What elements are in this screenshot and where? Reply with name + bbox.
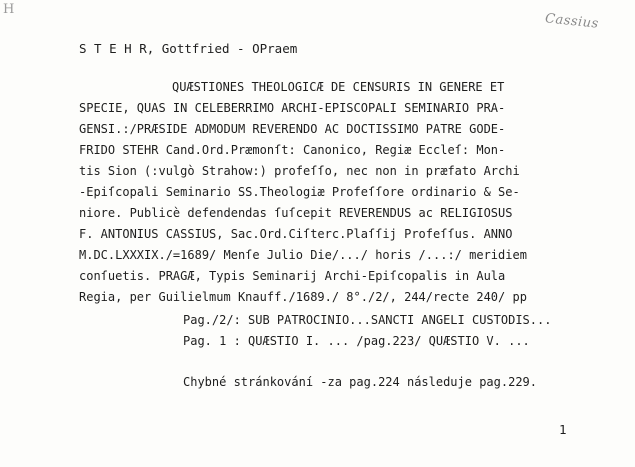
title-line-11: Regia, per Guilielmum Knauff./1689./ 8°./2/, 244/recte 240/ pp — [79, 290, 527, 304]
corner-mark: H — [3, 2, 15, 17]
title-line-6: -Epiſcopali Seminario SS.Theologiæ Profeſſore ordinario & Se- — [79, 185, 520, 199]
title-line-8: F. ANTONIUS CASSIUS, Sac.Ord.Ciſterc.Plaſſij Profeſſus. ANNO — [79, 227, 513, 241]
title-line-4: FRIDO STEHR Cand.Ord.Præmonſt: Canonico, Regiæ Eccleſ: Mon- — [79, 143, 506, 157]
title-line-1: QUÆSTIONES THEOLOGICÆ DE CENSURIS IN GENERE ET — [172, 80, 505, 94]
title-line-9: M.DC.LXXXIX./=1689/ Menſe Julio Die/.../ horis /...:/ meridiem — [79, 248, 527, 262]
pagination-remark: Chybné stránkování -za pag.224 následuje pag.229. — [183, 375, 538, 389]
author-heading: S T E H R, Gottfried - OPraem — [79, 41, 298, 56]
handwritten-note: Cassius — [544, 11, 600, 32]
note-line-1: Pag./2/: SUB PATROCINIO...SANCTI ANGELI CUSTODIS... — [183, 313, 552, 327]
title-line-2: SPECIE, QUAS IN CELEBERRIMO ARCHI-EPISCOPALI SEMINARIO PRA- — [79, 101, 506, 115]
title-line-10: conſuetis. PRAGÆ, Typis Seminarij Archi-Epiſcopalis in Aula — [79, 269, 506, 283]
card-sequence-number: 1 — [559, 422, 567, 437]
title-line-5: tis Sion (:vulgò Strahow:) profeſſo, nec non in præfato Archi — [79, 164, 520, 178]
title-line-3: GENSI.:/PRÆSIDE ADMODUM REVERENDO AC DOCTISSIMO PATRE GODE- — [79, 122, 506, 136]
title-line-7: niore. Publicè defendendas ſuſcepit REVERENDUS ac RELIGIOSUS — [79, 206, 513, 220]
note-line-2: Pag. 1 : QUÆSTIO I. ... /pag.223/ QUÆSTIO V. ... — [183, 334, 530, 348]
